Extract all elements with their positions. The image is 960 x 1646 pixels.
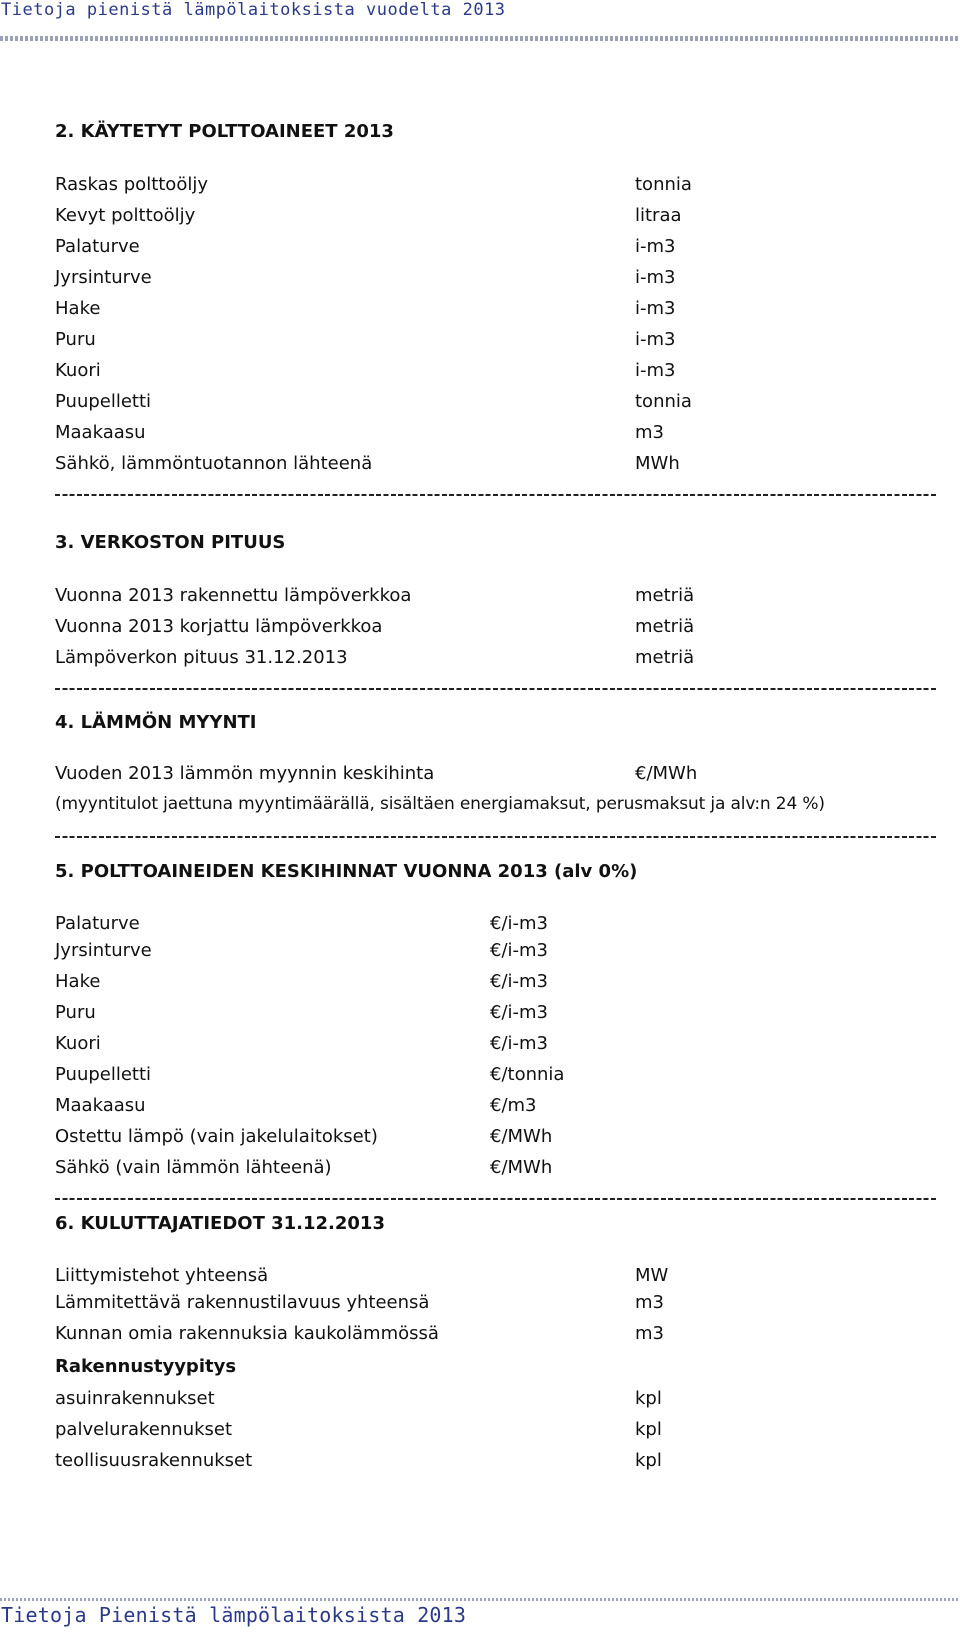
row-label: Maakaasu — [55, 422, 146, 443]
row-unit: m3 — [635, 1323, 664, 1344]
section-divider — [55, 836, 938, 838]
row-label: Kuori — [55, 1033, 101, 1054]
row-unit: tonnia — [635, 174, 692, 195]
header-rule — [0, 36, 960, 41]
row-unit: metriä — [635, 585, 695, 606]
row-unit: kpl — [635, 1388, 662, 1409]
row-label: Lämpöverkon pituus 31.12.2013 — [55, 647, 348, 668]
row-label: Jyrsinturve — [55, 267, 152, 288]
row-unit: m3 — [635, 1292, 664, 1313]
row-unit: MW — [635, 1265, 669, 1286]
section-5-heading: 5. POLTTOAINEIDEN KESKIHINNAT VUONNA 2013 (alv 0%) — [55, 861, 638, 882]
row-label: Puupelletti — [55, 391, 152, 412]
row-unit: kpl — [635, 1450, 662, 1471]
section-4-heading: 4. LÄMMÖN MYYNTI — [55, 712, 257, 733]
row-unit: €/tonnia — [490, 1064, 565, 1085]
row-label: Puru — [55, 1002, 96, 1023]
section-2-heading: 2. KÄYTETYT POLTTOAINEET 2013 — [55, 121, 394, 142]
row-unit: MWh — [635, 453, 680, 474]
section-3-heading: 3. VERKOSTON PITUUS — [55, 532, 286, 553]
row-label: Palaturve — [55, 913, 140, 934]
row-label: Kunnan omia rakennuksia kaukolämmössä — [55, 1323, 439, 1344]
row-label: Ostettu lämpö (vain jakelulaitokset) — [55, 1126, 378, 1147]
row-label: palvelurakennukset — [55, 1419, 233, 1440]
row-label: Lämmitettävä rakennustilavuus yhteensä — [55, 1292, 430, 1313]
page-header — [0, 0, 960, 40]
row-label: Kuori — [55, 360, 101, 381]
row-unit: €/MWh — [490, 1157, 553, 1178]
row-label: teollisuusrakennukset — [55, 1450, 253, 1471]
row-label: Vuonna 2013 rakennettu lämpöverkkoa — [55, 585, 412, 606]
row-label: Puru — [55, 329, 96, 350]
row-unit: €/MWh — [490, 1126, 553, 1147]
row-unit: €/MWh — [635, 763, 698, 784]
row-label: Hake — [55, 971, 101, 992]
row-unit: €/i-m3 — [490, 1002, 548, 1023]
row-label: Maakaasu — [55, 1095, 146, 1116]
footer-rule — [0, 1598, 960, 1601]
row-unit: metriä — [635, 616, 695, 637]
row-unit: €/i-m3 — [490, 913, 548, 934]
row-unit: i-m3 — [635, 298, 676, 319]
row-label: Jyrsinturve — [55, 940, 152, 961]
section-divider — [55, 1198, 938, 1200]
row-unit: €/i-m3 — [490, 971, 548, 992]
row-label: Palaturve — [55, 236, 140, 257]
sec4-note: (myyntitulot jaettuna myyntimäärällä, sisältäen energiamaksut, perusmaksut ja alv:n 24 %) — [55, 794, 825, 814]
row-label: asuinrakennukset — [55, 1388, 215, 1409]
row-unit: €/i-m3 — [490, 940, 548, 961]
row-label: Sähkö, lämmöntuotannon lähteenä — [55, 453, 373, 474]
row-unit: kpl — [635, 1419, 662, 1440]
row-label: Raskas polttoöljy — [55, 174, 208, 195]
row-unit: litraa — [635, 205, 682, 226]
row-label: Puupelletti — [55, 1064, 152, 1085]
row-unit: tonnia — [635, 391, 692, 412]
row-unit: i-m3 — [635, 329, 676, 350]
building-types-subheading: Rakennustyypitys — [55, 1356, 237, 1377]
footer-title: Tietoja Pienistä lämpölaitoksista 2013 — [1, 1603, 467, 1627]
row-unit: metriä — [635, 647, 695, 668]
row-label: Kevyt polttoöljy — [55, 205, 196, 226]
row-label: Sähkö (vain lämmön lähteenä) — [55, 1157, 332, 1178]
row-unit: i-m3 — [635, 236, 676, 257]
row-label: Vuonna 2013 korjattu lämpöverkkoa — [55, 616, 383, 637]
row-label: Vuoden 2013 lämmön myynnin keskihinta — [55, 763, 435, 784]
section-divider — [55, 494, 938, 496]
row-label: Hake — [55, 298, 101, 319]
row-unit: €/m3 — [490, 1095, 537, 1116]
section-divider — [55, 688, 938, 690]
row-unit: €/i-m3 — [490, 1033, 548, 1054]
section-6-heading: 6. KULUTTAJATIEDOT 31.12.2013 — [55, 1213, 385, 1234]
row-unit: i-m3 — [635, 360, 676, 381]
row-unit: i-m3 — [635, 267, 676, 288]
row-label: Liittymistehot yhteensä — [55, 1265, 269, 1286]
header-title: Tietoja pienistä lämpölaitoksista vuodelta 2013 — [1, 0, 506, 20]
row-unit: m3 — [635, 422, 664, 443]
